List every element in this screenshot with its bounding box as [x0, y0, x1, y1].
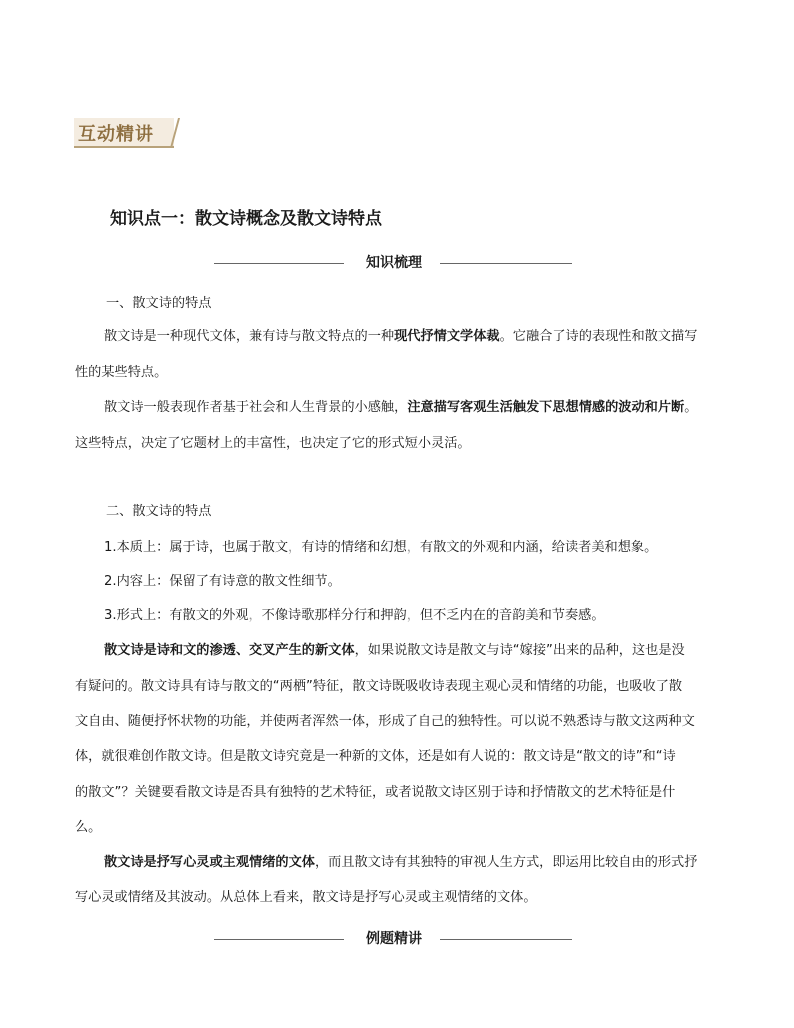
- text: 散文诗一般表现作者基于社会和人生背景的小感触，: [104, 400, 408, 415]
- section-header-examples: [214, 928, 574, 950]
- text: 。它融合了诗的表现性和散文描写: [499, 329, 698, 344]
- paragraph-line: 有疑问的。散文诗具有诗与散文的“两栖”特征，散文诗既吸收诗表现主观心灵和情绪的功能，也吸收了散: [75, 679, 683, 694]
- section-header-review: [214, 252, 574, 274]
- text: 散文诗是一种现代文体，兼有诗与散文特点的一种: [104, 329, 395, 344]
- knowledge-point-title: 知识点一：散文诗概念及散文诗特点: [110, 209, 382, 229]
- part2-item-3: [104, 606, 605, 626]
- bold-text: 注意描写客观生活触发下思想情感的波动和片断: [407, 400, 685, 415]
- text: 有诗的情绪和幻想: [301, 540, 407, 555]
- separator: ，: [406, 540, 420, 555]
- text: 有散文的外观和内涵，给读者美和想象。: [419, 540, 658, 555]
- separator: ，: [406, 608, 420, 623]
- section-label: 知识梳理: [366, 255, 422, 271]
- separator: ，: [288, 540, 302, 555]
- paragraph-line: [104, 641, 685, 661]
- part2-item-1: [104, 538, 657, 558]
- part2-item-2: 2.内容上：保留了有诗意的散文性细节。: [104, 574, 341, 589]
- paragraph-line: [104, 853, 697, 873]
- section-banner: [74, 118, 182, 148]
- paragraph-line: 么。: [75, 820, 102, 835]
- paragraph-line: 体，就很难创作散文诗。但是散文诗究竟是一种新的文体，还是如有人说的：散文诗是“散文的诗”和“诗: [75, 749, 676, 764]
- bold-text: 现代抒情文学体裁: [394, 329, 500, 344]
- text: 3.形式上：有散文的外观: [104, 608, 249, 623]
- part1-para1-line2: 性的某些特点。: [75, 365, 168, 380]
- paragraph-line: 文自由、随便抒怀状物的功能，并使两者浑然一体，形成了自己的独特性。可以说不熟悉诗与散文这两种文: [75, 714, 695, 729]
- paragraph-line: 写心灵或情绪及其波动。从总体上看来，散文诗是抒写心灵或主观情绪的文体。: [75, 890, 537, 905]
- divider-left: [214, 939, 344, 940]
- banner-label: 互动精讲: [78, 124, 154, 145]
- text: 1.本质上：属于诗，也属于散文: [104, 540, 289, 555]
- text: ，而且散文诗有其独特的审视人生方式，即运用比较自由的形式抒: [315, 855, 698, 870]
- text: 但不乏内在的音韵美和节奏感。: [419, 608, 605, 623]
- part1-para2-line2: 这些特点，决定了它题材上的丰富性，也决定了它的形式短小灵活。: [75, 436, 471, 451]
- divider-right: [440, 263, 572, 264]
- bold-text: 散文诗是抒写心灵或主观情绪的文体: [104, 855, 315, 870]
- text: 不像诗歌那样分行和押韵: [261, 608, 407, 623]
- text: 。: [684, 400, 698, 415]
- section-label: 例题精讲: [366, 931, 422, 947]
- divider-right: [440, 939, 572, 940]
- part1-para1-line1: [104, 327, 697, 347]
- divider-left: [214, 263, 344, 264]
- part1-heading: 一、散文诗的特点: [106, 296, 212, 311]
- part2-heading: 二、散文诗的特点: [106, 504, 212, 519]
- separator: ，: [248, 608, 262, 623]
- bold-text: 散文诗是诗和文的渗透、交叉产生的新文体: [104, 643, 355, 658]
- paragraph-line: 的散文”？关键要看散文诗是否具有独特的艺术特征，或者说散文诗区别于诗和抒情散文的艺术特征是什: [75, 785, 676, 800]
- part1-para2-line1: [104, 398, 697, 418]
- text: ，如果说散文诗是散文与诗“嫁接”出来的品种，这也是没: [354, 643, 685, 658]
